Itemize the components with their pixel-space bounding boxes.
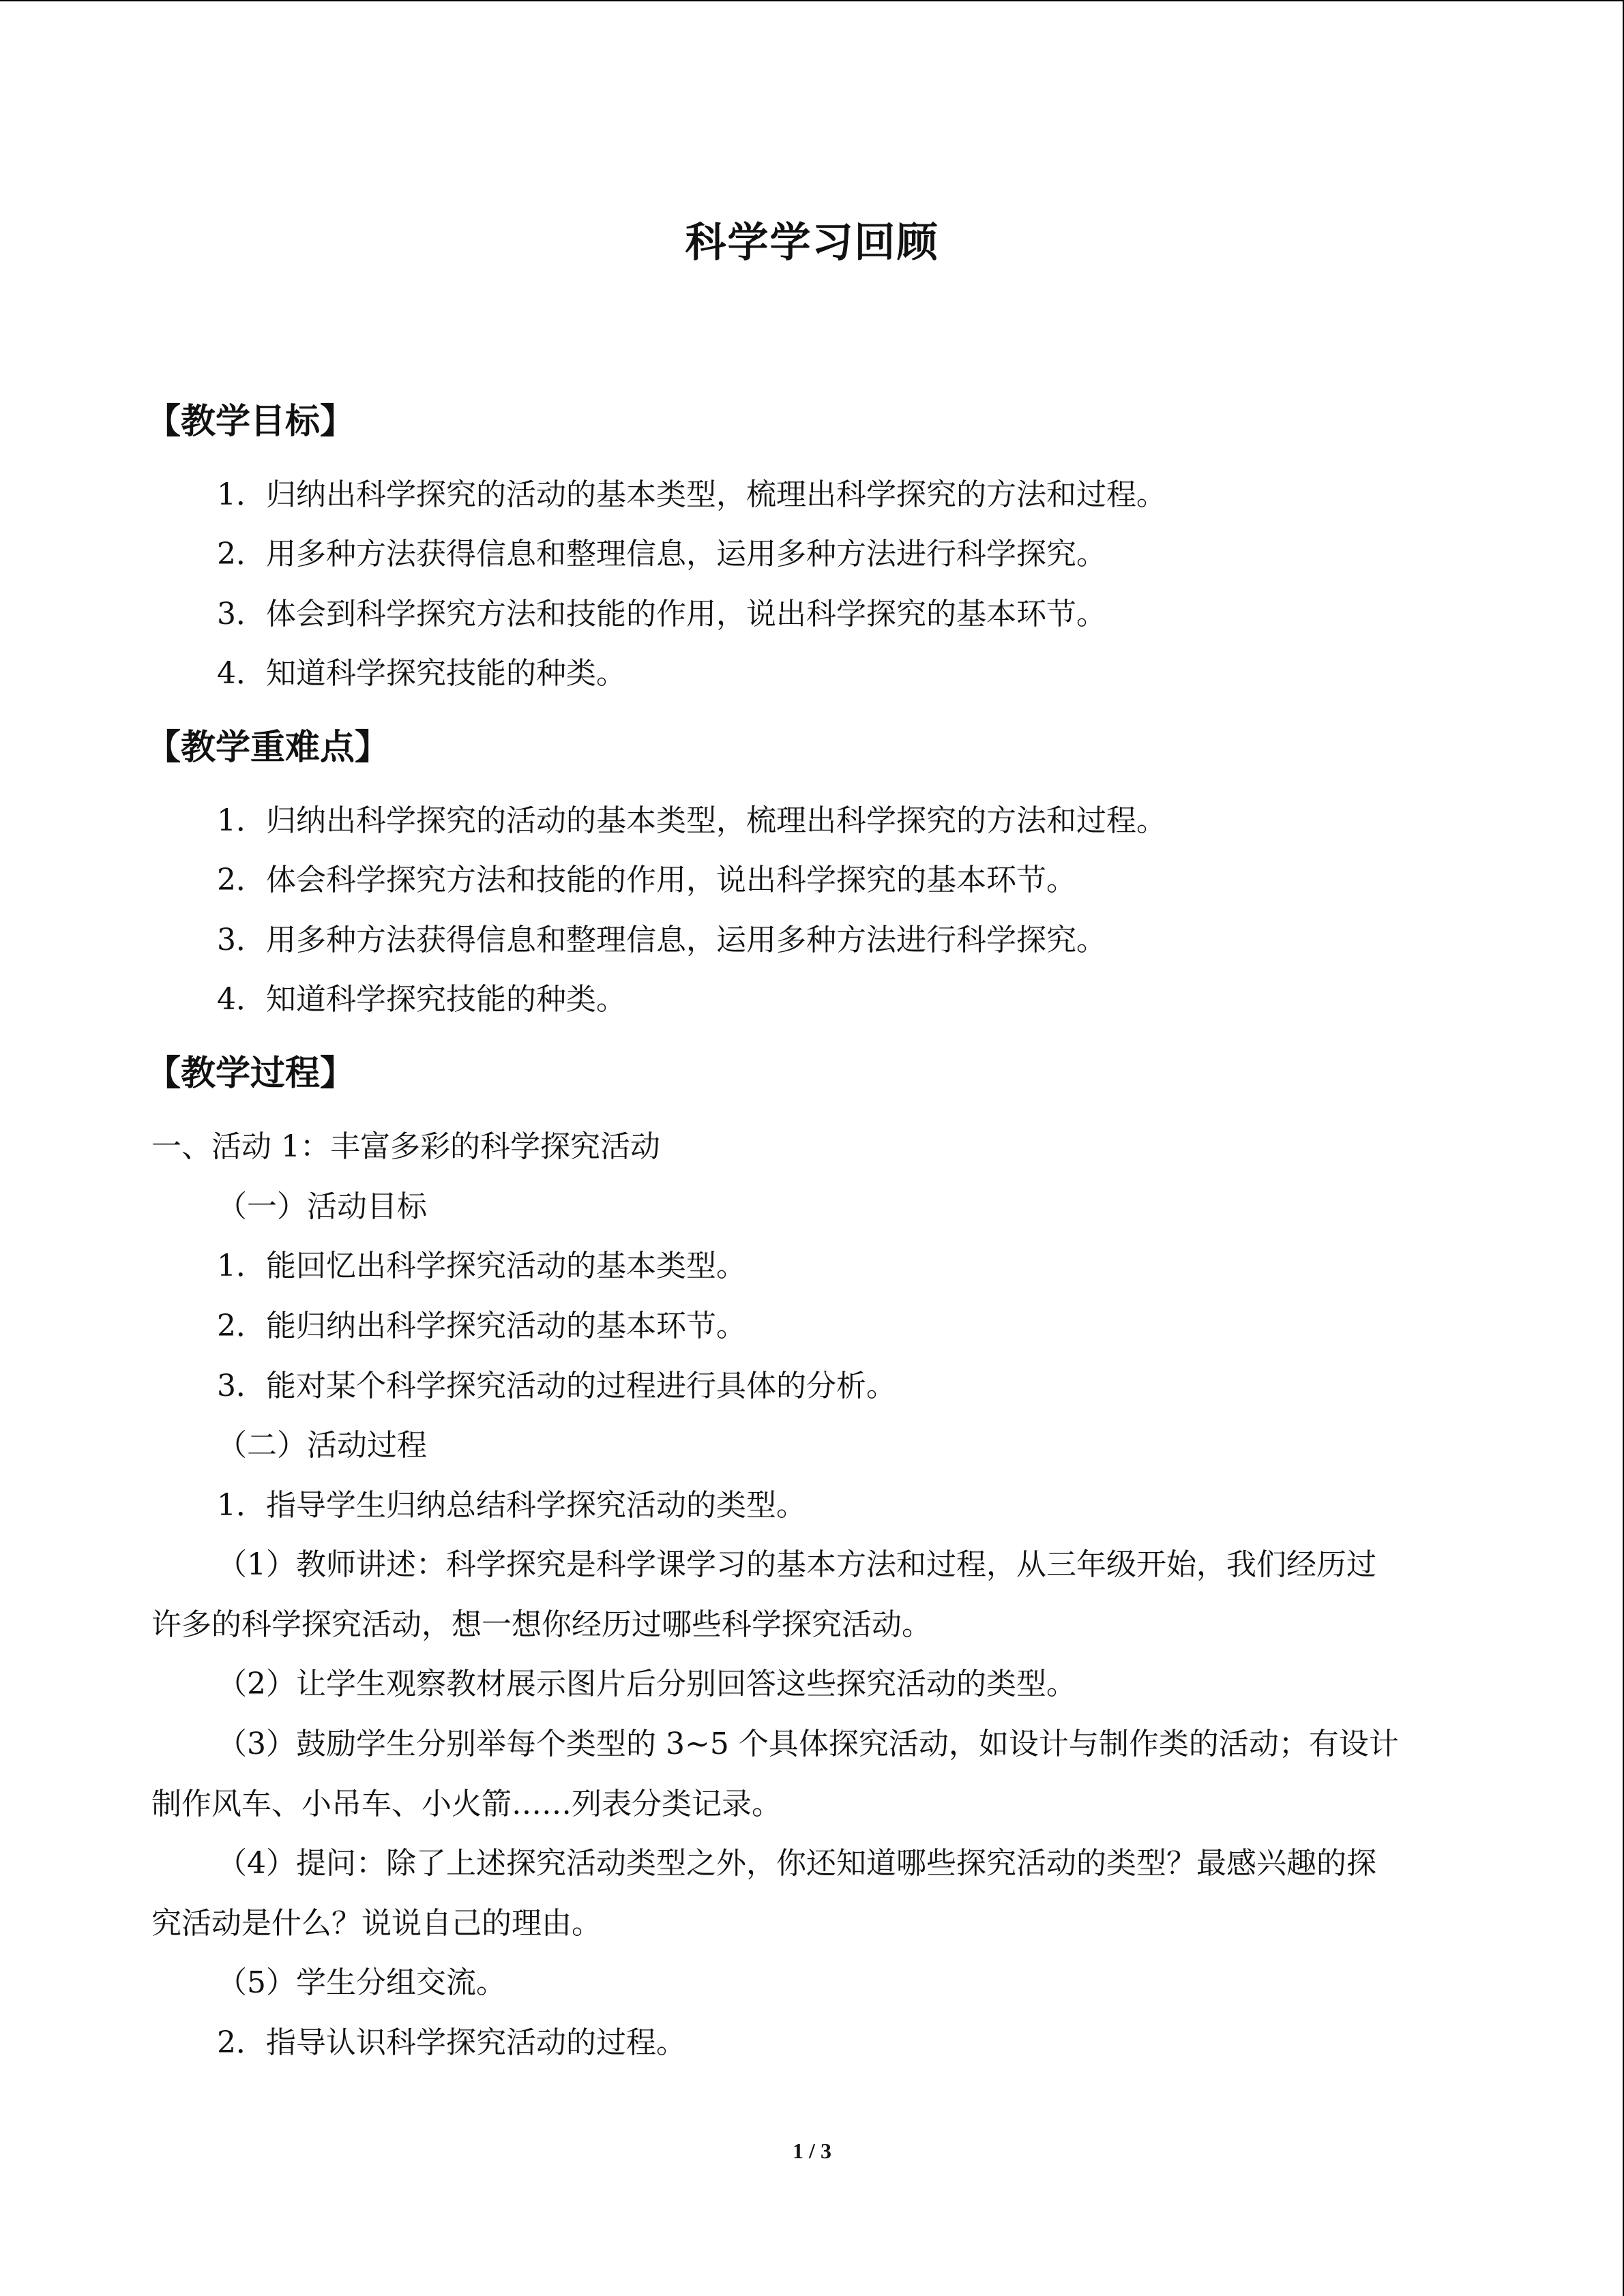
process-step-2: 2．指导认识科学探究活动的过程。 bbox=[217, 2025, 686, 2060]
key-point-item-3: 3．用多种方法获得信息和整理信息，运用多种方法进行科学探究。 bbox=[217, 923, 1106, 957]
paragraph-1-line-2: 许多的科学探究活动，想一想你经历过哪些科学探究活动。 bbox=[151, 1607, 932, 1642]
paragraph-3-line-2: 制作风车、小吊车、小火箭……列表分类记录。 bbox=[151, 1787, 782, 1821]
objective-item-2: 2．用多种方法获得信息和整理信息，运用多种方法进行科学探究。 bbox=[217, 537, 1106, 571]
section-heading-key-points: 【教学重难点】 bbox=[146, 727, 390, 768]
paragraph-4-line-2: 究活动是什么？说说自己的理由。 bbox=[151, 1906, 602, 1941]
process-heading: （二）活动过程 bbox=[217, 1428, 427, 1463]
goal-heading: （一）活动目标 bbox=[217, 1189, 427, 1224]
paragraph-2: （2）让学生观察教材展示图片后分别回答这些探究活动的类型。 bbox=[217, 1667, 1076, 1701]
paragraph-5: （5）学生分组交流。 bbox=[217, 1965, 506, 2000]
section-heading-process: 【教学过程】 bbox=[146, 1053, 355, 1094]
goal-item-2: 2．能归纳出科学探究活动的基本环节。 bbox=[217, 1309, 746, 1343]
key-point-item-1: 1．归纳出科学探究的活动的基本类型，梳理出科学探究的方法和过程。 bbox=[217, 803, 1166, 838]
process-step-1: 1．指导学生归纳总结科学探究活动的类型。 bbox=[217, 1488, 806, 1523]
paragraph-4-line-1: （4）提问：除了上述探究活动类型之外，你还知道哪些探究活动的类型？最感兴趣的探 bbox=[217, 1846, 1376, 1881]
section-heading-objectives: 【教学目标】 bbox=[146, 401, 355, 442]
page-number: 1 / 3 bbox=[793, 2138, 831, 2163]
paragraph-3-line-1: （3）鼓励学生分别举每个类型的 3~5 个具体探究活动，如设计与制作类的活动；有设计 bbox=[217, 1727, 1399, 1761]
objective-item-4: 4．知道科学探究技能的种类。 bbox=[217, 656, 626, 691]
objective-item-1: 1．归纳出科学探究的活动的基本类型，梳理出科学探究的方法和过程。 bbox=[217, 477, 1166, 512]
activity-title: 一、活动 1：丰富多彩的科学探究活动 bbox=[151, 1129, 660, 1164]
goal-item-3: 3．能对某个科学探究活动的过程进行具体的分析。 bbox=[217, 1369, 896, 1403]
goal-item-1: 1．能回忆出科学探究活动的基本类型。 bbox=[217, 1249, 746, 1283]
paragraph-1-line-1: （1）教师讲述：科学探究是科学课学习的基本方法和过程，从三年级开始，我们经历过 bbox=[217, 1547, 1376, 1582]
key-point-item-2: 2．体会科学探究方法和技能的作用，说出科学探究的基本环节。 bbox=[217, 863, 1076, 897]
objective-item-3: 3．体会到科学探究方法和技能的作用，说出科学探究的基本环节。 bbox=[217, 597, 1106, 631]
page-title: 科学学习回顾 bbox=[685, 219, 939, 267]
key-point-item-4: 4．知道科学探究技能的种类。 bbox=[217, 982, 626, 1017]
